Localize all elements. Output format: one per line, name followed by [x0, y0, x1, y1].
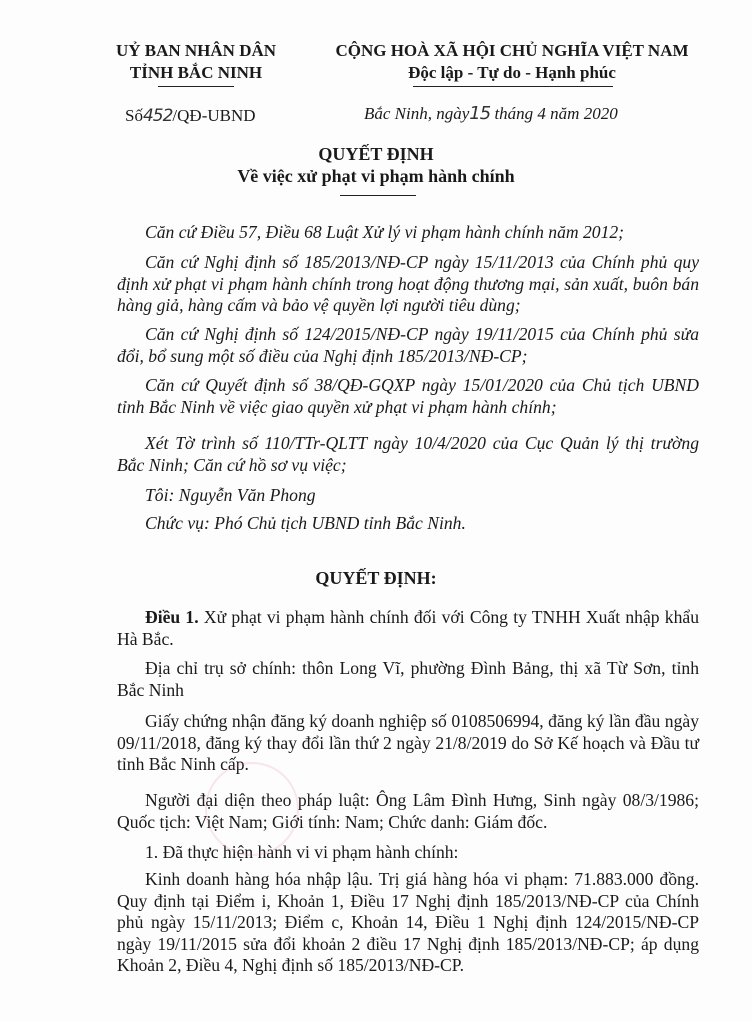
signer-position: Chức vụ: Phó Chủ tịch UBND tỉnh Bắc Ninh. [145, 513, 466, 533]
agency-line-2: TỈNH BẮC NINH [129, 63, 263, 82]
date-prefix: Bắc Ninh, ngày [364, 104, 470, 123]
doc-no-handwritten: 452 [142, 106, 173, 126]
motto-underline [413, 86, 613, 87]
agency-line-1: UỶ BAN NHÂN DÂN [115, 41, 277, 60]
title-subject: Về việc xử phạt vi phạm hành chính [237, 166, 515, 186]
title-main: QUYẾT ĐỊNH [318, 144, 434, 164]
title-underline [340, 195, 416, 196]
preamble-5: Xét Tờ trình số 110/TTr-QLTT ngày 10/4/2020 của Cục Quản lý thị trường Bắc Ninh; Căn cứ hồ sơ vụ việc; [117, 433, 699, 475]
article-1 [117, 607, 699, 650]
national-motto [312, 40, 712, 84]
signer-name: Tôi: Nguyễn Văn Phong [145, 485, 316, 505]
article-1-label: Điều 1. [145, 607, 199, 627]
issuing-agency [96, 40, 296, 84]
document-date [364, 103, 618, 125]
document-number [125, 105, 256, 127]
preamble-1: Căn cứ Điều 57, Điều 68 Luật Xử lý vi phạm hành chính năm 2012; [145, 222, 625, 242]
article-1-text: Xử phạt vi phạm hành chính đối với Công ty TNHH Xuất nhập khẩu Hà Bắc. [117, 607, 699, 649]
document-title [0, 143, 752, 187]
preamble-3: Căn cứ Nghị định số 124/2015/NĐ-CP ngày 19/11/2015 của Chính phủ sửa đổi, bổ sung một số điều của Nghị định 185/2013/NĐ-CP; [117, 324, 699, 366]
doc-no-suffix: /QĐ-UBND [172, 106, 256, 125]
date-suffix: tháng 4 năm 2020 [494, 104, 618, 123]
legal-representative: Người đại diện theo pháp luật: Ông Lâm Đình Hưng, Sinh ngày 08/3/1986; Quốc tịch: Việt Nam; Giới tính: Nam; Chức danh: Giám đốc. [117, 790, 699, 832]
company-address: Địa chỉ trụ sở chính: thôn Long Vĩ, phường Đình Bảng, thị xã Từ Sơn, tỉnh Bắc Ninh [117, 658, 699, 700]
decision-heading: QUYẾT ĐỊNH: [315, 568, 437, 588]
preamble-2: Căn cứ Nghị định số 185/2013/NĐ-CP ngày 15/11/2013 của Chính phủ quy định xử phạt vi phạm hành chính trong hoạt động thương mại, sản xuất, buôn bán hàng giả, hàng cấm và bảo vệ quyền lợi người tiêu dùng; [117, 252, 699, 315]
violation-details: Kinh doanh hàng hóa nhập lậu. Trị giá hàng hóa vi phạm: 71.883.000 đồng. Quy định tại Điểm i, Khoản 1, Điều 17 Nghị định 185/2013/NĐ-CP của Chính phủ ngày 15/11/2013; Điểm c, Khoản 14, Điều 1 Nghị định 124/2015/NĐ-CP ngày 19/11/2015 sửa đổi khoản 2 điều 17 Nghị định 185/2013/NĐ-CP; áp dụng Khoản 2, Điều 4, Nghị định số 185/2013/NĐ-CP. [117, 869, 699, 975]
faint-stamp-mark [205, 762, 299, 856]
violation-heading: 1. Đã thực hiện hành vi vi phạm hành chính: [145, 842, 459, 862]
agency-underline [158, 86, 234, 87]
nation-line-2: Độc lập - Tự do - Hạnh phúc [408, 63, 616, 82]
date-day-handwritten: 15 [469, 103, 491, 124]
preamble-4: Căn cứ Quyết định số 38/QĐ-GQXP ngày 15/01/2020 của Chủ tịch UBND tỉnh Bắc Ninh về việc giao quyền xử phạt vi phạm hành chính; [117, 375, 699, 417]
nation-line-1: CỘNG HOÀ XÃ HỘI CHỦ NGHĨA VIỆT NAM [335, 41, 689, 60]
doc-no-prefix: Số [125, 106, 143, 125]
business-registration: Giấy chứng nhận đăng ký doanh nghiệp số 0108506994, đăng ký lần đầu ngày 09/11/2018, đăng ký thay đổi lần thứ 2 ngày 21/8/2019 do Sở Kế hoạch và Đầu tư tỉnh Bắc Ninh cấp. [117, 711, 699, 774]
